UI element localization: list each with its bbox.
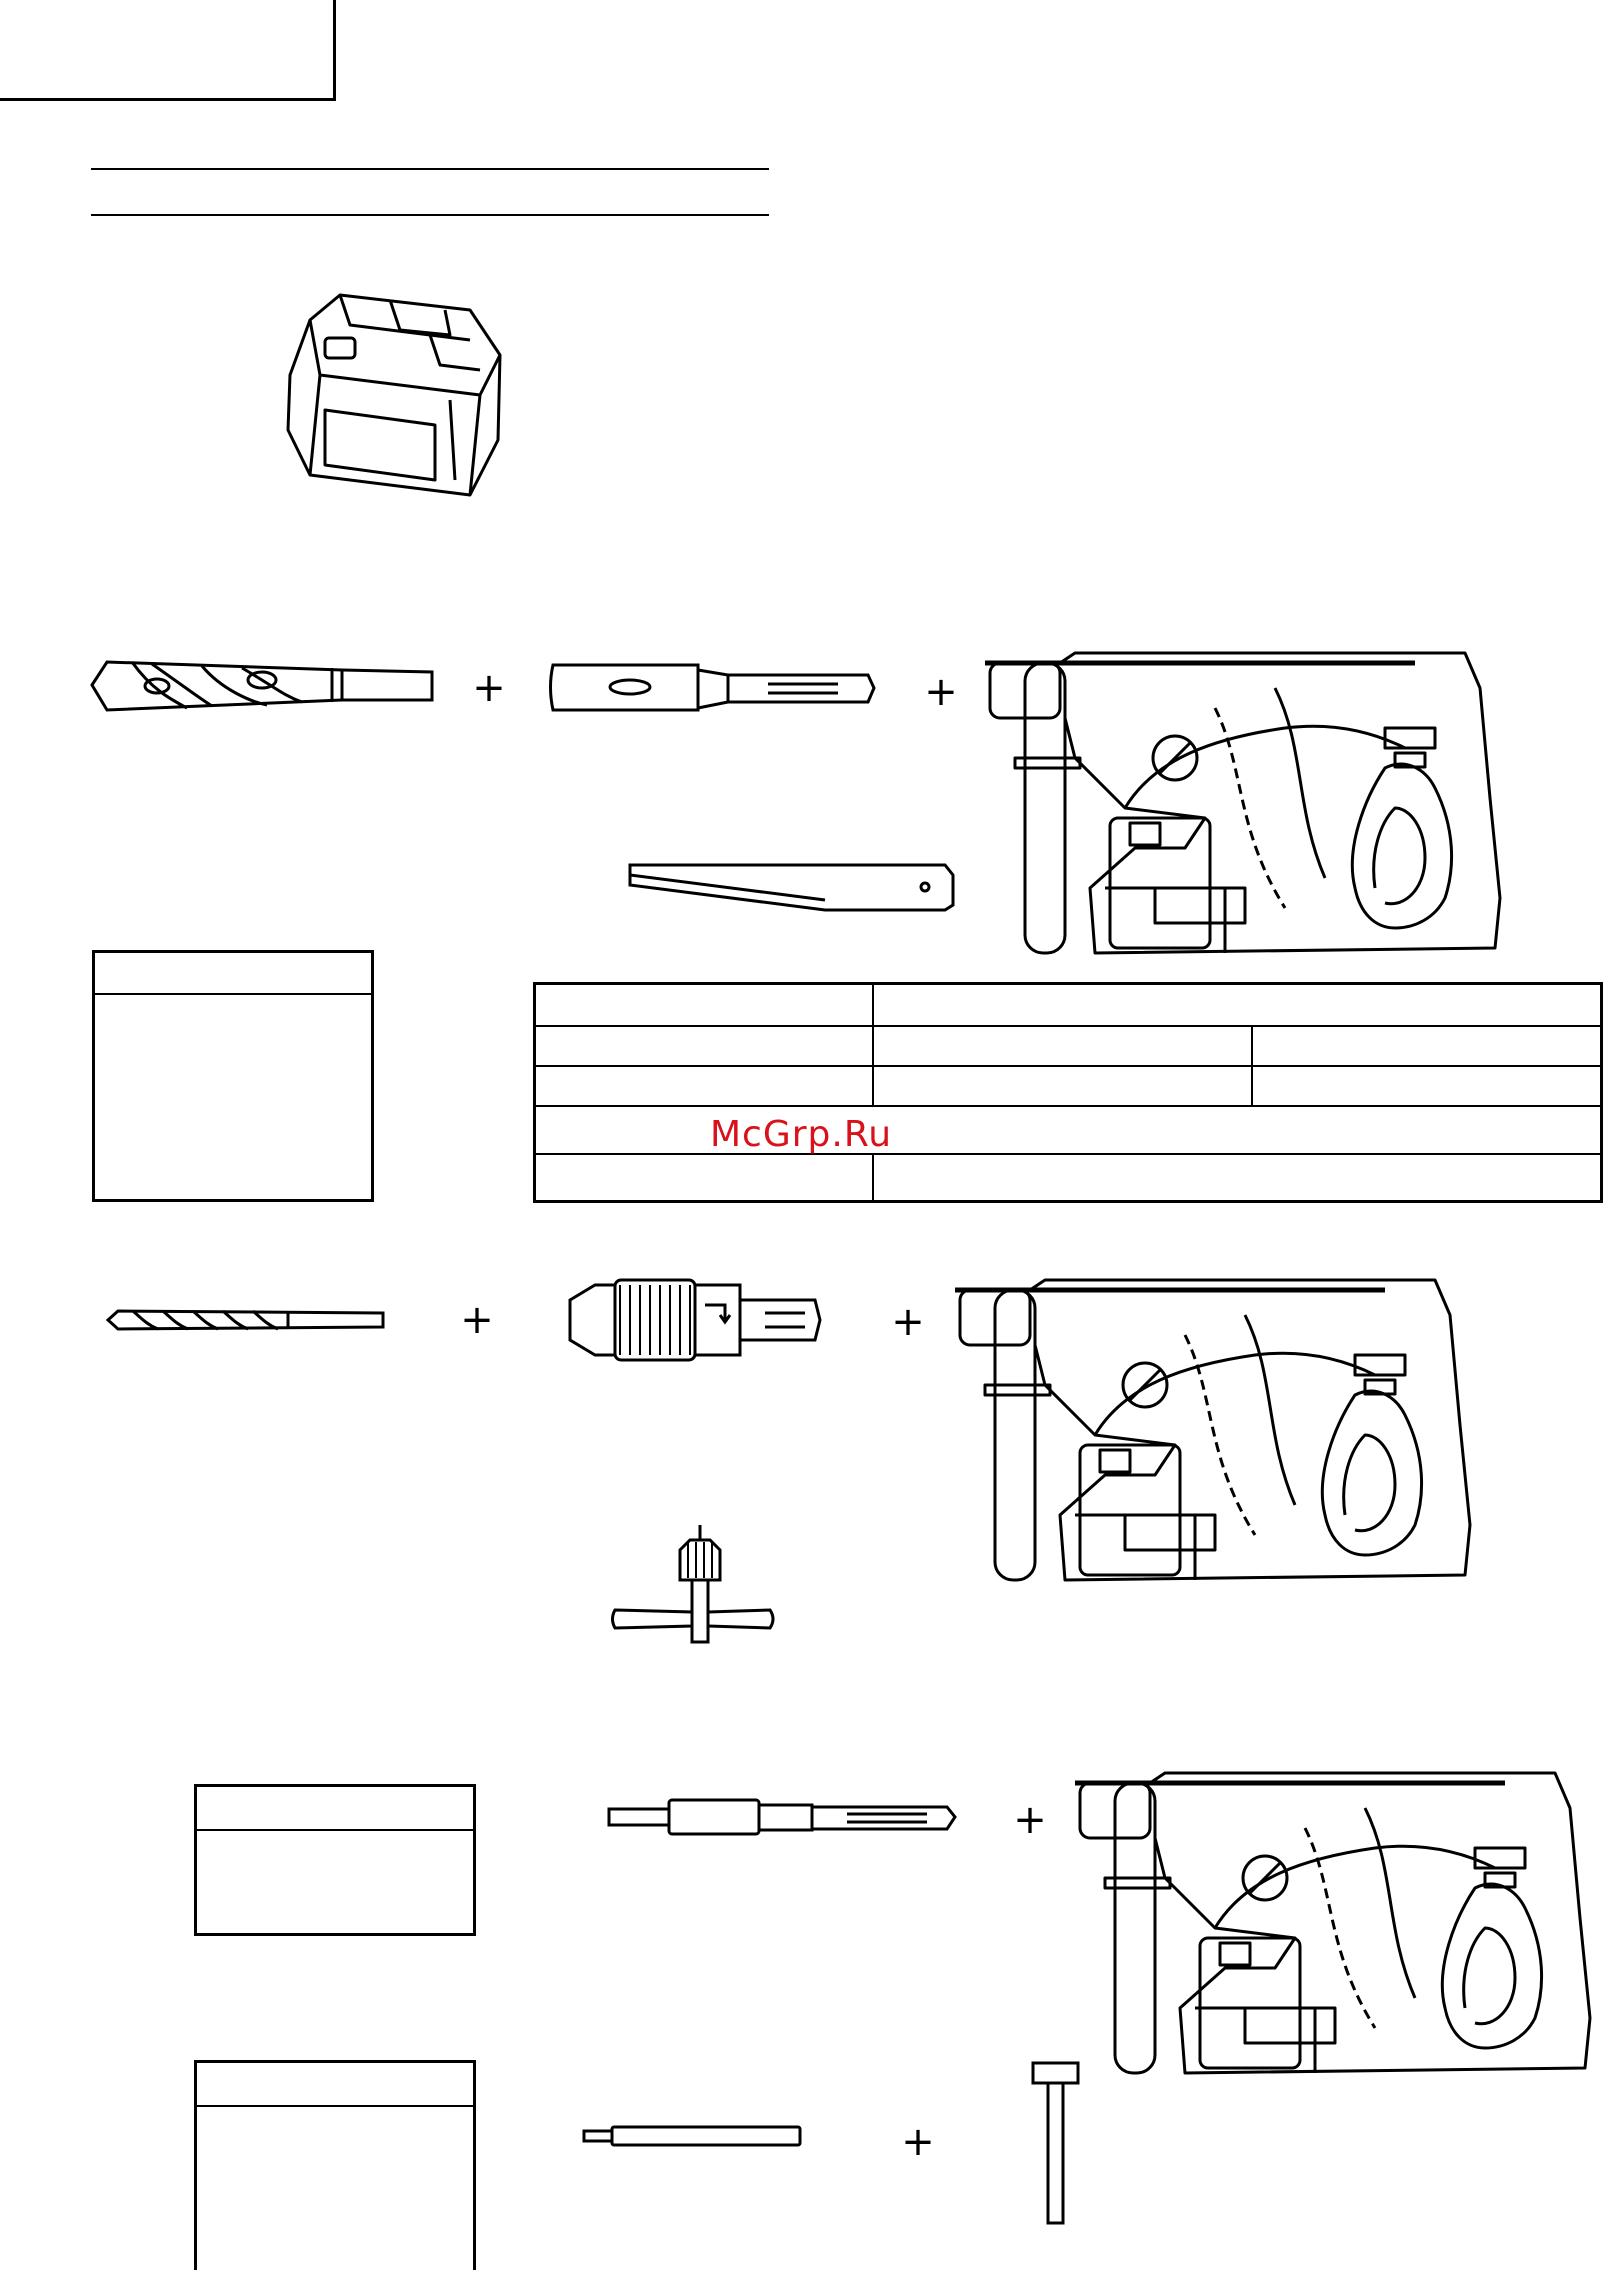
info-box-anchor-setting-header [197,2063,473,2107]
rotary-hammer-illustration-3 [1075,1768,1609,2078]
table-cell [873,1026,1252,1066]
cotter-illustration [625,860,955,915]
page-corner-tab [0,0,336,101]
info-box-core-bit [92,950,374,1202]
table-cell [873,1066,1252,1106]
anchor-drill-illustration [582,2124,804,2148]
table-row [535,1154,1602,1202]
table-cell [1252,1066,1602,1106]
table-row [535,1106,1602,1154]
table-cell [873,984,1602,1026]
table-cell [535,984,874,1026]
info-box-anchor-drilling [194,1784,476,1936]
chuck-key-illustration [610,1520,780,1650]
drill-bit-illustration [108,1305,388,1335]
rotary-hammer-illustration-1 [985,648,1520,958]
table-row [535,1026,1602,1066]
table-row [535,1066,1602,1106]
plus-sign-row1-a: + [472,665,506,711]
heading-rule-bottom [91,214,769,216]
watermark: McGrp.Ru [710,1114,893,1155]
plus-sign-row1-b: + [924,669,958,715]
plus-sign-row4: + [901,2119,935,2165]
taper-shank-adapter-illustration [548,660,878,715]
table-cell [1252,1026,1602,1066]
battery-pack-illustration [280,280,520,510]
plus-sign-row2-a: + [460,1297,494,1343]
table-cell [535,1106,1602,1154]
stopper-adapter-illustration [607,1795,957,1840]
table-cell [535,1154,874,1202]
table-cell [535,1026,874,1066]
plus-sign-row2-b: + [891,1299,925,1345]
specification-table [533,982,1603,1203]
info-box-anchor-setting [194,2060,476,2270]
info-box-core-bit-header [95,953,371,995]
core-bit-illustration [92,650,442,720]
hammer-setting-tool-illustration [1028,2058,1088,2228]
rotary-hammer-illustration-2 [955,1275,1490,1585]
heading-rule-top [91,168,769,170]
table-row [535,984,1602,1026]
drill-chuck-illustration [565,1275,825,1365]
plus-sign-row3: + [1013,1797,1047,1843]
info-box-anchor-drilling-header [197,1787,473,1831]
table-cell [535,1066,874,1106]
table-cell [873,1154,1602,1202]
